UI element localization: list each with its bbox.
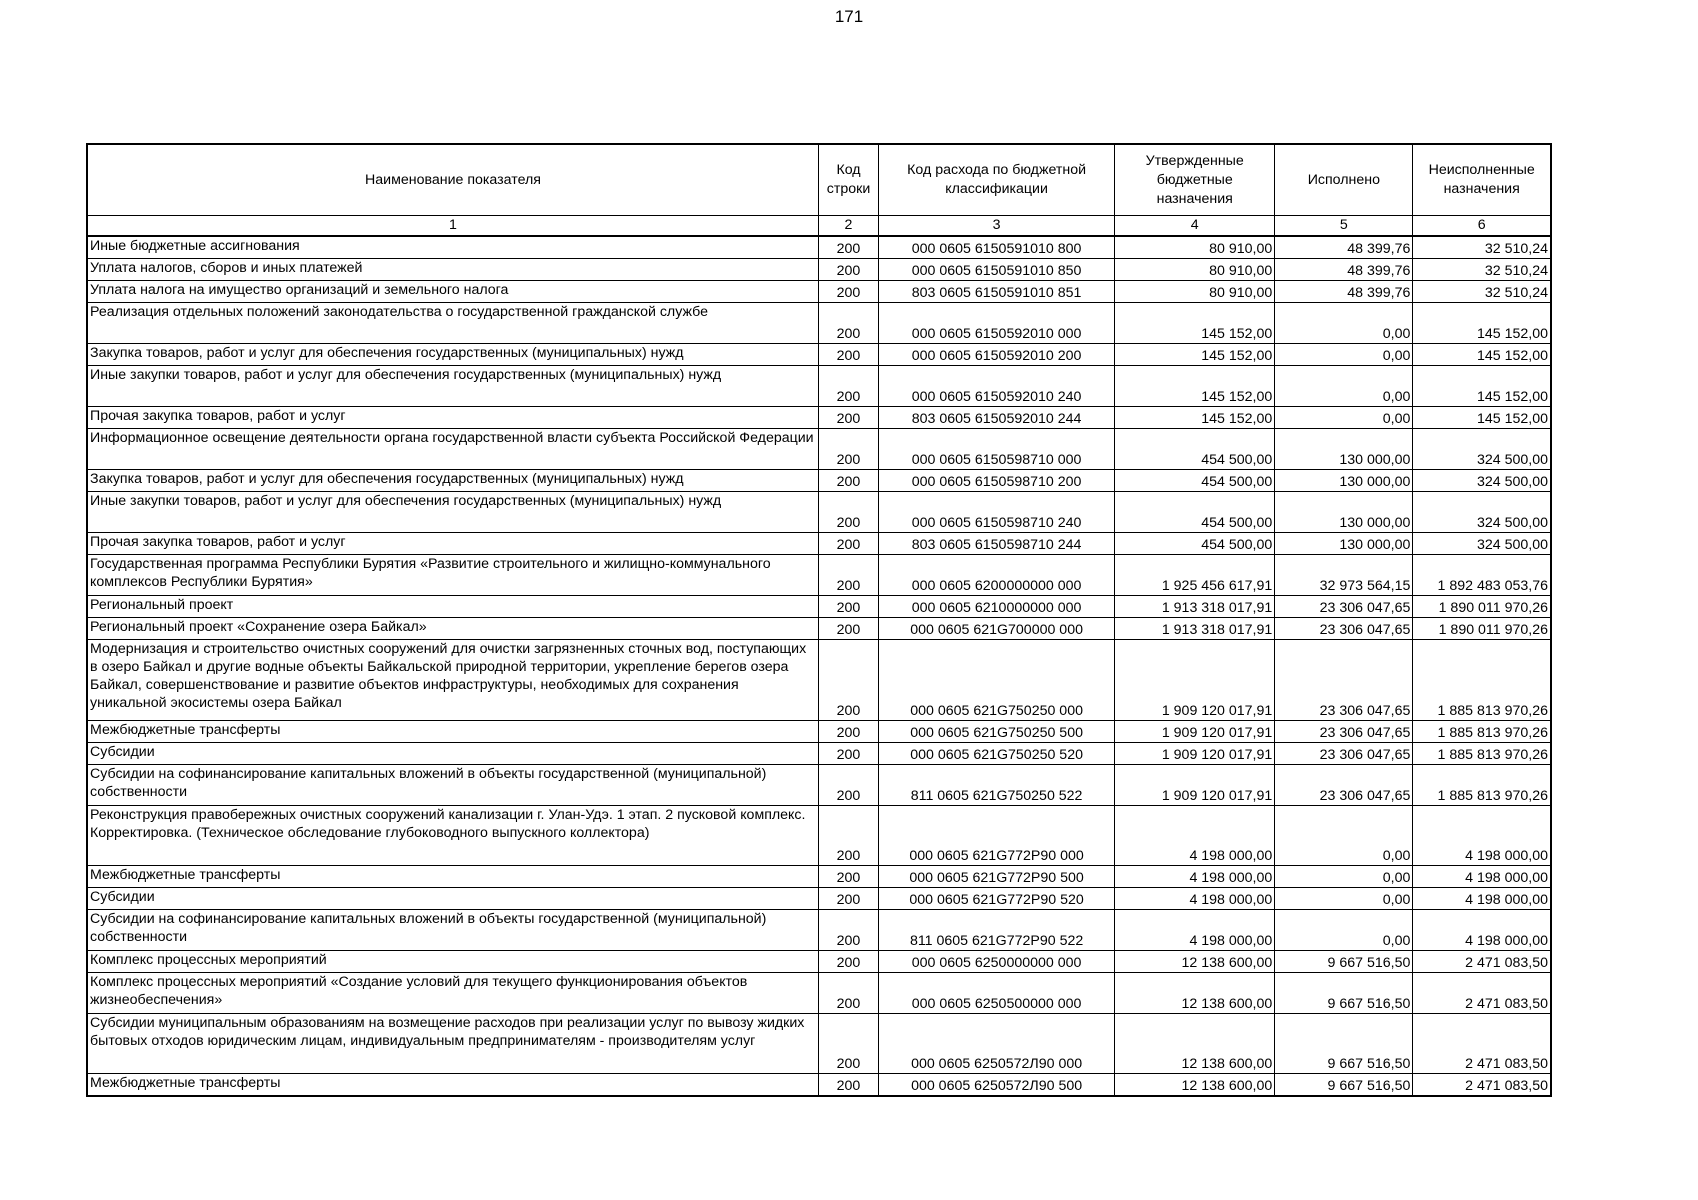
row-approved: 145 152,00 [1115,407,1275,429]
table-row [87,743,1551,765]
row-approved: 12 138 600,00 [1115,1074,1275,1097]
row-budget-code: 000 0605 6150592010 000 [879,303,1115,344]
row-name: Субсидии на софинансирование капитальных вложений в объекты государственной (муниципальной) собственности [87,765,818,806]
row-executed: 9 667 516,50 [1275,973,1413,1014]
row-line-code: 200 [818,470,878,492]
row-remaining: 1 890 011 970,26 [1413,618,1551,640]
table-row [87,344,1551,366]
budget-report-table [86,143,1552,1097]
row-budget-code: 000 0605 621G750250 520 [879,743,1115,765]
row-name: Информационное освещение деятельности органа государственной власти субъекта Российской Федерации [87,429,818,470]
row-budget-code: 000 0605 6150592010 240 [879,366,1115,407]
row-name: Субсидии на софинансирование капитальных вложений в объекты государственной (муниципальной) собственности [87,910,818,951]
row-name: Государственная программа Республики Бурятия «Развитие строительного и жилищно-коммунального комплексов Республики Бурятия» [87,555,818,596]
table-row [87,618,1551,640]
header-num-6: 6 [1413,216,1551,237]
row-budget-code: 000 0605 621G750250 000 [879,640,1115,721]
row-budget-code: 000 0605 6200000000 000 [879,555,1115,596]
header-num-5: 5 [1275,216,1413,237]
row-approved: 80 910,00 [1115,259,1275,281]
row-executed: 9 667 516,50 [1275,1074,1413,1097]
row-remaining: 4 198 000,00 [1413,910,1551,951]
table-row [87,973,1551,1014]
row-line-code: 200 [818,1014,878,1074]
row-line-code: 200 [818,281,878,303]
row-executed: 0,00 [1275,866,1413,888]
table-header [87,144,1551,236]
row-remaining: 324 500,00 [1413,470,1551,492]
row-line-code: 200 [818,1074,878,1097]
row-approved: 1 909 120 017,91 [1115,743,1275,765]
row-name: Закупка товаров, работ и услуг для обеспечения государственных (муниципальных) нужд [87,344,818,366]
row-line-code: 200 [818,259,878,281]
row-executed: 0,00 [1275,303,1413,344]
header-budget-code: Код расхода по бюджетной классификации [879,144,1115,216]
row-budget-code: 811 0605 621G750250 522 [879,765,1115,806]
row-line-code: 200 [818,533,878,555]
row-line-code: 200 [818,866,878,888]
header-executed: Исполнено [1275,144,1413,216]
row-remaining: 1 892 483 053,76 [1413,555,1551,596]
row-line-code: 200 [818,765,878,806]
row-name: Межбюджетные трансферты [87,721,818,743]
row-executed: 23 306 047,65 [1275,618,1413,640]
row-budget-code: 811 0605 621G772Р90 522 [879,910,1115,951]
row-line-code: 200 [818,366,878,407]
row-remaining: 4 198 000,00 [1413,888,1551,910]
row-executed: 130 000,00 [1275,429,1413,470]
header-num-3: 3 [879,216,1115,237]
header-approved: Утвержденные бюджетные назначения [1115,144,1275,216]
row-approved: 12 138 600,00 [1115,951,1275,973]
row-remaining: 32 510,24 [1413,259,1551,281]
row-remaining: 2 471 083,50 [1413,973,1551,1014]
row-approved: 1 913 318 017,91 [1115,596,1275,618]
row-budget-code: 803 0605 6150598710 244 [879,533,1115,555]
row-budget-code: 000 0605 621G750250 500 [879,721,1115,743]
row-name: Иные бюджетные ассигнования [87,236,818,259]
row-approved: 1 909 120 017,91 [1115,640,1275,721]
row-approved: 4 198 000,00 [1115,866,1275,888]
table-row [87,492,1551,533]
row-name: Прочая закупка товаров, работ и услуг [87,533,818,555]
row-executed: 48 399,76 [1275,281,1413,303]
row-budget-code: 000 0605 6150598710 000 [879,429,1115,470]
table-row [87,533,1551,555]
header-num-1: 1 [87,216,818,237]
row-executed: 9 667 516,50 [1275,951,1413,973]
row-line-code: 200 [818,618,878,640]
row-remaining: 1 890 011 970,26 [1413,596,1551,618]
table-row [87,259,1551,281]
row-remaining: 145 152,00 [1413,366,1551,407]
table-row [87,236,1551,259]
row-executed: 0,00 [1275,888,1413,910]
table-row [87,888,1551,910]
row-line-code: 200 [818,236,878,259]
table-row [87,555,1551,596]
row-remaining: 4 198 000,00 [1413,806,1551,866]
row-executed: 9 667 516,50 [1275,1014,1413,1074]
row-remaining: 2 471 083,50 [1413,1074,1551,1097]
row-budget-code: 000 0605 621G772Р90 000 [879,806,1115,866]
row-budget-code: 000 0605 6210000000 000 [879,596,1115,618]
table-row [87,866,1551,888]
header-line-code: Код строки [818,144,878,216]
row-line-code: 200 [818,555,878,596]
row-budget-code: 000 0605 621G772Р90 520 [879,888,1115,910]
table-row [87,1074,1551,1097]
table-row [87,951,1551,973]
row-budget-code: 000 0605 621G772Р90 500 [879,866,1115,888]
row-executed: 23 306 047,65 [1275,640,1413,721]
row-name: Комплекс процессных мероприятий [87,951,818,973]
row-name: Иные закупки товаров, работ и услуг для обеспечения государственных (муниципальных) нужд [87,492,818,533]
row-line-code: 200 [818,806,878,866]
row-executed: 0,00 [1275,910,1413,951]
row-approved: 12 138 600,00 [1115,1014,1275,1074]
row-executed: 48 399,76 [1275,236,1413,259]
row-budget-code: 000 0605 6150591010 800 [879,236,1115,259]
row-budget-code: 803 0605 6150592010 244 [879,407,1115,429]
row-remaining: 1 885 813 970,26 [1413,743,1551,765]
row-budget-code: 000 0605 6150591010 850 [879,259,1115,281]
row-remaining: 1 885 813 970,26 [1413,765,1551,806]
row-name: Прочая закупка товаров, работ и услуг [87,407,818,429]
row-executed: 48 399,76 [1275,259,1413,281]
row-approved: 454 500,00 [1115,492,1275,533]
row-remaining: 1 885 813 970,26 [1413,721,1551,743]
row-name: Межбюджетные трансферты [87,866,818,888]
row-remaining: 145 152,00 [1413,303,1551,344]
header-num-2: 2 [818,216,878,237]
row-remaining: 2 471 083,50 [1413,1014,1551,1074]
table-row [87,429,1551,470]
row-line-code: 200 [818,640,878,721]
row-line-code: 200 [818,910,878,951]
row-remaining: 324 500,00 [1413,429,1551,470]
row-name: Субсидии [87,743,818,765]
row-line-code: 200 [818,743,878,765]
row-approved: 4 198 000,00 [1115,806,1275,866]
row-name: Реализация отдельных положений законодательства о государственной гражданской службе [87,303,818,344]
row-name: Региональный проект [87,596,818,618]
row-approved: 145 152,00 [1115,344,1275,366]
row-executed: 0,00 [1275,806,1413,866]
row-line-code: 200 [818,429,878,470]
row-approved: 1 913 318 017,91 [1115,618,1275,640]
table-row [87,366,1551,407]
row-executed: 0,00 [1275,407,1413,429]
row-name: Комплекс процессных мероприятий «Создание условий для текущего функционирования объектов жизнеобеспечения» [87,973,818,1014]
row-name: Региональный проект «Сохранение озера Байкал» [87,618,818,640]
row-remaining: 32 510,24 [1413,236,1551,259]
table-row [87,1014,1551,1074]
row-approved: 4 198 000,00 [1115,910,1275,951]
row-line-code: 200 [818,303,878,344]
row-budget-code: 000 0605 6250500000 000 [879,973,1115,1014]
table-body [87,236,1551,1096]
row-approved: 1 925 456 617,91 [1115,555,1275,596]
table-row [87,470,1551,492]
row-budget-code: 000 0605 6250572Л90 000 [879,1014,1115,1074]
row-line-code: 200 [818,951,878,973]
row-name: Уплата налога на имущество организаций и земельного налога [87,281,818,303]
row-executed: 23 306 047,65 [1275,596,1413,618]
row-name: Модернизация и строительство очистных сооружений для очистки загрязненных сточных вод, поступающих в озеро Байкал и другие водные объекты Байкальской природной территории, укрепление берегов озера Байкал, совершенствование и развитие объектов инфраструктуры, необходимых для сохранения уникальной экосистемы озера Байкал [87,640,818,721]
row-remaining: 32 510,24 [1413,281,1551,303]
table-row [87,596,1551,618]
row-budget-code: 803 0605 6150591010 851 [879,281,1115,303]
table-row [87,910,1551,951]
table-row [87,765,1551,806]
row-line-code: 200 [818,407,878,429]
row-executed: 130 000,00 [1275,470,1413,492]
row-name: Реконструкция правобережных очистных сооружений канализации г. Улан-Удэ. 1 этап. 2 пусковой комплекс. Корректировка. (Техническое обследование глубоководного выпускного коллектора) [87,806,818,866]
row-approved: 454 500,00 [1115,429,1275,470]
row-remaining: 324 500,00 [1413,492,1551,533]
row-approved: 12 138 600,00 [1115,973,1275,1014]
row-name: Уплата налогов, сборов и иных платежей [87,259,818,281]
row-line-code: 200 [818,721,878,743]
row-approved: 4 198 000,00 [1115,888,1275,910]
row-line-code: 200 [818,596,878,618]
row-budget-code: 000 0605 6150598710 240 [879,492,1115,533]
row-name: Иные закупки товаров, работ и услуг для обеспечения государственных (муниципальных) нужд [87,366,818,407]
row-executed: 130 000,00 [1275,533,1413,555]
row-remaining: 145 152,00 [1413,344,1551,366]
row-approved: 1 909 120 017,91 [1115,721,1275,743]
row-name: Субсидии [87,888,818,910]
row-remaining: 145 152,00 [1413,407,1551,429]
row-approved: 1 909 120 017,91 [1115,765,1275,806]
table-row [87,806,1551,866]
row-executed: 130 000,00 [1275,492,1413,533]
row-executed: 32 973 564,15 [1275,555,1413,596]
table-row [87,640,1551,721]
row-executed: 23 306 047,65 [1275,721,1413,743]
row-executed: 23 306 047,65 [1275,743,1413,765]
row-remaining: 4 198 000,00 [1413,866,1551,888]
table-row [87,303,1551,344]
row-budget-code: 000 0605 6150592010 200 [879,344,1115,366]
row-approved: 145 152,00 [1115,366,1275,407]
header-name: Наименование показателя [87,144,818,216]
row-approved: 454 500,00 [1115,470,1275,492]
row-executed: 23 306 047,65 [1275,765,1413,806]
row-remaining: 324 500,00 [1413,533,1551,555]
row-budget-code: 000 0605 621G700000 000 [879,618,1115,640]
row-name: Закупка товаров, работ и услуг для обеспечения государственных (муниципальных) нужд [87,470,818,492]
row-approved: 80 910,00 [1115,236,1275,259]
row-name: Субсидии муниципальным образованиям на возмещение расходов при реализации услуг по вывозу жидких бытовых отходов юридическим лицам, индивидуальным предпринимателям - производителям услуг [87,1014,818,1074]
table-row [87,281,1551,303]
table-row [87,721,1551,743]
row-line-code: 200 [818,492,878,533]
row-executed: 0,00 [1275,344,1413,366]
header-remaining: Неисполненные назначения [1413,144,1551,216]
row-line-code: 200 [818,344,878,366]
row-budget-code: 000 0605 6150598710 200 [879,470,1115,492]
row-line-code: 200 [818,888,878,910]
row-budget-code: 000 0605 6250572Л90 500 [879,1074,1115,1097]
row-approved: 454 500,00 [1115,533,1275,555]
header-num-4: 4 [1115,216,1275,237]
table-row [87,407,1551,429]
row-remaining: 1 885 813 970,26 [1413,640,1551,721]
page-number: 171 [834,7,864,26]
row-line-code: 200 [818,973,878,1014]
row-approved: 80 910,00 [1115,281,1275,303]
row-executed: 0,00 [1275,366,1413,407]
row-remaining: 2 471 083,50 [1413,951,1551,973]
row-approved: 145 152,00 [1115,303,1275,344]
row-name: Межбюджетные трансферты [87,1074,818,1097]
row-budget-code: 000 0605 6250000000 000 [879,951,1115,973]
